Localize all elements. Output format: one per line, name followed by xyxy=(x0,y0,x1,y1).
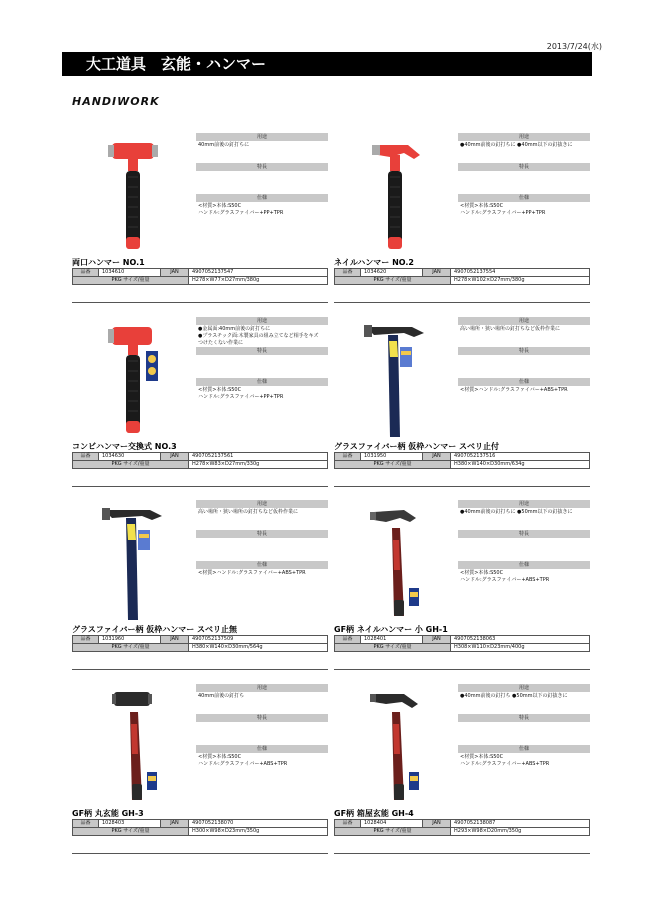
product-image xyxy=(334,133,456,255)
double-face-hammer-icon xyxy=(72,133,194,255)
feature-header: 特長 xyxy=(458,347,590,355)
feature-header: 特長 xyxy=(196,714,328,722)
material-header: 仕様 xyxy=(458,561,590,569)
pkg-value: H300×W98×D23mm/350g xyxy=(189,828,328,836)
spec-panel xyxy=(458,133,590,224)
round-genno-icon xyxy=(72,684,194,806)
jan-label: JAN xyxy=(423,453,451,461)
material-text xyxy=(458,569,590,591)
spec-line: ハンドル:グラスファイバー+PP+TPR xyxy=(198,394,284,400)
material-text xyxy=(196,202,328,224)
product-info-table xyxy=(72,452,328,469)
code-value: 1031960 xyxy=(99,636,161,644)
spec-line: <材質>ハンドル:グラスファイバー+ABS+TPR xyxy=(460,387,568,393)
code-label: 品番 xyxy=(335,636,361,644)
feature-text xyxy=(196,538,328,561)
jan-value: 4907052138087 xyxy=(451,820,590,828)
code-value: 1034610 xyxy=(99,269,161,277)
gf-nail-hammer-icon xyxy=(334,500,456,622)
spec-panel xyxy=(196,500,328,591)
pkg-value: H380×W140×D30mm/634g xyxy=(451,461,590,469)
code-label: 品番 xyxy=(335,820,361,828)
product-card xyxy=(334,317,590,489)
divider xyxy=(72,302,328,303)
product-card xyxy=(334,133,590,305)
pkg-value: H380×W140×D30mm/564g xyxy=(189,644,328,652)
jan-label: JAN xyxy=(161,453,189,461)
code-label: 品番 xyxy=(73,636,99,644)
spec-line: <材質>本体:S50C xyxy=(198,754,242,760)
feature-text xyxy=(196,722,328,745)
spec-line: ●40mm前後の釘打ちに ●50mm以下の釘抜きに xyxy=(460,509,573,515)
spec-line: ハンドル:グラスファイバー+ABS+TPR xyxy=(198,761,288,767)
spec-panel xyxy=(196,317,328,408)
spec-line: ハンドル:グラスファイバー+ABS+TPR xyxy=(460,577,550,583)
product-info-table xyxy=(334,635,590,652)
jan-label: JAN xyxy=(161,820,189,828)
product-info-table xyxy=(334,268,590,285)
divider xyxy=(72,486,328,487)
spec-line: 40mm前後の釘打ちに xyxy=(198,142,250,148)
spec-line: ●プラスチック面:木製家具の組み立てなど相手をキズ xyxy=(198,333,319,339)
feature-text xyxy=(196,355,328,378)
pkg-label: PKG サイズ/重量 xyxy=(335,461,451,469)
feature-text xyxy=(458,722,590,745)
framing-hammer-icon xyxy=(334,317,456,439)
spec-line: ●金属面:40mm前後の釘打ちに xyxy=(198,326,271,332)
code-value: 1031950 xyxy=(361,453,423,461)
feature-text xyxy=(196,171,328,194)
spec-line: 高い場所・狭い場所の釘打ちなど仮枠作業に xyxy=(198,509,299,515)
feature-header: 特長 xyxy=(196,347,328,355)
box-genno-icon xyxy=(334,684,456,806)
material-header: 仕様 xyxy=(196,194,328,202)
spec-panel xyxy=(458,500,590,591)
code-value: 1028403 xyxy=(99,820,161,828)
purpose-text xyxy=(458,325,590,347)
jan-value: 4907052138063 xyxy=(451,636,590,644)
material-text xyxy=(196,569,328,591)
code-label: 品番 xyxy=(73,820,99,828)
product-info-table xyxy=(334,452,590,469)
product-card xyxy=(72,317,328,489)
feature-header: 特長 xyxy=(458,530,590,538)
spec-line: ●40mm前後の釘打ちに ●40mm以下の釘抜きに xyxy=(460,142,573,148)
pkg-label: PKG サイズ/重量 xyxy=(335,277,451,285)
material-header: 仕様 xyxy=(196,378,328,386)
pkg-label: PKG サイズ/重量 xyxy=(335,644,451,652)
product-name: GF柄 箱屋玄能 GH-4 xyxy=(334,809,414,818)
material-header: 仕様 xyxy=(458,194,590,202)
spec-line: 40mm前後の釘打ち xyxy=(198,693,245,699)
divider xyxy=(334,302,590,303)
purpose-text xyxy=(458,692,590,714)
material-text xyxy=(196,753,328,775)
divider xyxy=(334,669,590,670)
jan-value: 4907052137509 xyxy=(189,636,328,644)
material-text xyxy=(458,386,590,408)
product-info-table xyxy=(334,819,590,836)
spec-panel xyxy=(458,317,590,408)
purpose-header: 用途 xyxy=(196,684,328,692)
material-header: 仕様 xyxy=(196,745,328,753)
feature-text xyxy=(458,355,590,378)
feature-header: 特長 xyxy=(196,163,328,171)
product-image xyxy=(334,500,456,622)
purpose-text xyxy=(196,141,328,163)
code-label: 品番 xyxy=(73,269,99,277)
product-card xyxy=(72,500,328,672)
divider xyxy=(72,853,328,854)
feature-text xyxy=(458,538,590,561)
pkg-value: H278×W83×D27mm/330g xyxy=(189,461,328,469)
spec-line: <材質>本体:S50C xyxy=(198,203,242,209)
material-header: 仕様 xyxy=(458,745,590,753)
pkg-value: H293×W98×D20mm/350g xyxy=(451,828,590,836)
product-name: 両口ハンマー NO.1 xyxy=(72,258,145,267)
pkg-label: PKG サイズ/重量 xyxy=(73,644,189,652)
purpose-header: 用途 xyxy=(196,133,328,141)
spec-line: <材質>本体:S50C xyxy=(460,570,504,576)
pkg-value: H278×W102×D27mm/380g xyxy=(451,277,590,285)
purpose-header: 用途 xyxy=(458,684,590,692)
spec-line: <材質>本体:S50C xyxy=(460,754,504,760)
material-header: 仕様 xyxy=(196,561,328,569)
pkg-value: H278×W77×D27mm/380g xyxy=(189,277,328,285)
product-name: グラスファイバー柄 仮枠ハンマー スベリ止無 xyxy=(72,625,238,634)
product-name: GF柄 ネイルハンマー 小 GH-1 xyxy=(334,625,448,634)
divider xyxy=(334,853,590,854)
product-card xyxy=(72,133,328,305)
material-header: 仕様 xyxy=(458,378,590,386)
claw-hammer-icon xyxy=(334,133,456,255)
product-card xyxy=(334,684,590,856)
code-value: 1034620 xyxy=(361,269,423,277)
pkg-label: PKG サイズ/重量 xyxy=(335,828,451,836)
purpose-header: 用途 xyxy=(196,500,328,508)
product-card xyxy=(334,500,590,672)
purpose-text xyxy=(196,325,328,347)
brand-logo: HANDIWORK xyxy=(72,95,160,108)
material-text xyxy=(458,202,590,224)
purpose-text xyxy=(458,141,590,163)
product-info-table xyxy=(72,268,328,285)
divider xyxy=(334,486,590,487)
product-image xyxy=(334,684,456,806)
code-label: 品番 xyxy=(335,269,361,277)
spec-line: つけたくない作業に xyxy=(198,340,244,346)
material-text xyxy=(196,386,328,408)
divider xyxy=(72,669,328,670)
feature-header: 特長 xyxy=(458,714,590,722)
code-value: 1034630 xyxy=(99,453,161,461)
product-name: GF柄 丸玄能 GH-3 xyxy=(72,809,144,818)
purpose-text xyxy=(196,692,328,714)
jan-label: JAN xyxy=(423,820,451,828)
spec-line: ハンドル:グラスファイバー+ABS+TPR xyxy=(460,761,550,767)
product-name: コンビハンマー交換式 NO.3 xyxy=(72,442,177,451)
product-name: ネイルハンマー NO.2 xyxy=(334,258,414,267)
spec-panel xyxy=(458,684,590,775)
jan-value: 4907052137516 xyxy=(451,453,590,461)
purpose-header: 用途 xyxy=(458,500,590,508)
spec-line: ハンドル:グラスファイバー+PP+TPR xyxy=(198,210,284,216)
purpose-text xyxy=(196,508,328,530)
spec-line: ハンドル:グラスファイバー+PP+TPR xyxy=(460,210,546,216)
code-label: 品番 xyxy=(73,453,99,461)
product-name: グラスファイバー柄 仮枠ハンマー スベリ止付 xyxy=(334,442,500,451)
spec-line: 高い場所・狭い場所の釘打ちなど仮枠作業に xyxy=(460,326,561,332)
code-value: 1028404 xyxy=(361,820,423,828)
purpose-header: 用途 xyxy=(196,317,328,325)
jan-label: JAN xyxy=(161,636,189,644)
product-image xyxy=(72,133,194,255)
jan-value: 4907052138070 xyxy=(189,820,328,828)
combination-hammer-icon xyxy=(72,317,194,439)
jan-label: JAN xyxy=(423,636,451,644)
product-info-table xyxy=(72,819,328,836)
spec-panel xyxy=(196,133,328,224)
product-image xyxy=(72,317,194,439)
jan-value: 4907052137547 xyxy=(189,269,328,277)
pkg-value: H308×W110×D23mm/400g xyxy=(451,644,590,652)
product-image xyxy=(72,500,194,622)
pkg-label: PKG サイズ/重量 xyxy=(73,828,189,836)
purpose-text xyxy=(458,508,590,530)
product-image xyxy=(72,684,194,806)
purpose-header: 用途 xyxy=(458,133,590,141)
material-text xyxy=(458,753,590,775)
spec-line: ●40mm前後の釘打ち ●50mm以下の釘抜きに xyxy=(460,693,568,699)
product-info-table xyxy=(72,635,328,652)
pkg-label: PKG サイズ/重量 xyxy=(73,277,189,285)
jan-value: 4907052137561 xyxy=(189,453,328,461)
jan-value: 4907052137554 xyxy=(451,269,590,277)
feature-header: 特長 xyxy=(458,163,590,171)
product-card xyxy=(72,684,328,856)
feature-text xyxy=(458,171,590,194)
framing-hammer-icon xyxy=(72,500,194,622)
spec-line: <材質>本体:S50C xyxy=(198,387,242,393)
spec-line: <材質>本体:S50C xyxy=(460,203,504,209)
code-value: 1028401 xyxy=(361,636,423,644)
page-title: 大工道具 玄能・ハンマー xyxy=(62,52,592,76)
jan-label: JAN xyxy=(423,269,451,277)
pkg-label: PKG サイズ/重量 xyxy=(73,461,189,469)
spec-panel xyxy=(196,684,328,775)
feature-header: 特長 xyxy=(196,530,328,538)
jan-label: JAN xyxy=(161,269,189,277)
code-label: 品番 xyxy=(335,453,361,461)
purpose-header: 用途 xyxy=(458,317,590,325)
spec-line: <材質>ハンドル:グラスファイバー+ABS+TPR xyxy=(198,570,306,576)
page-date: 2013/7/24(水) xyxy=(546,42,602,51)
product-image xyxy=(334,317,456,439)
